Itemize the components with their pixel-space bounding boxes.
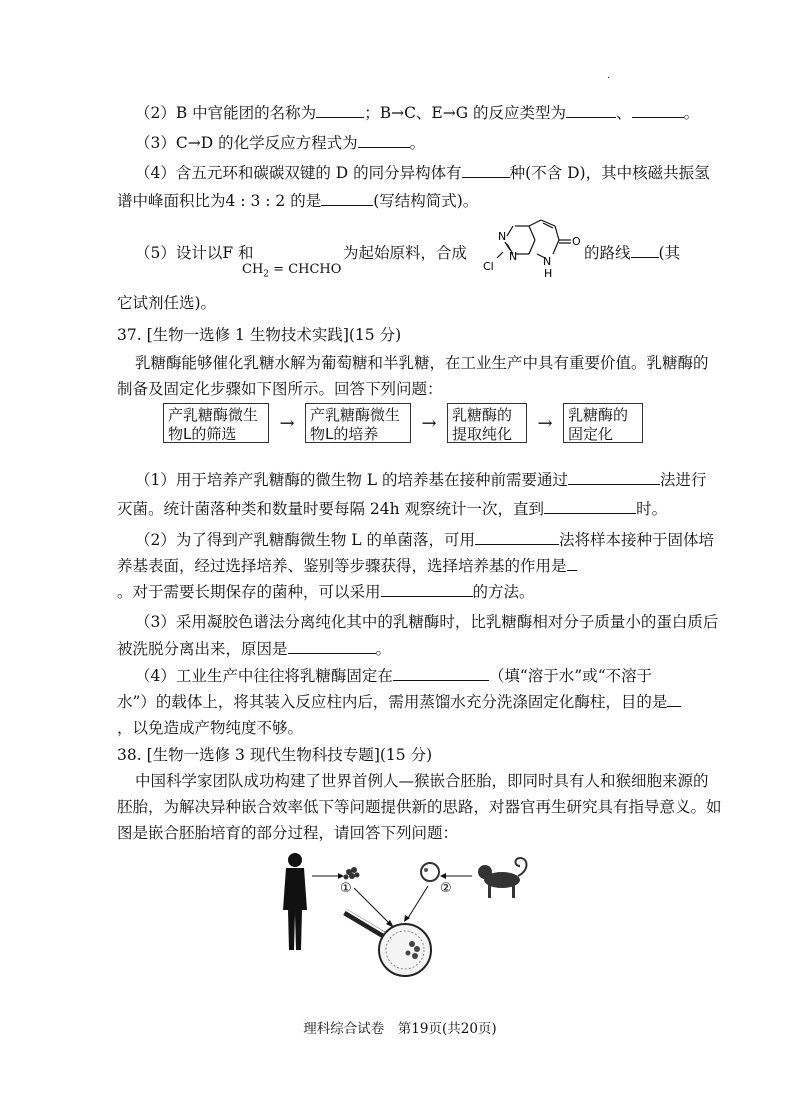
q37-title: 37. [生物一选修 1 生物技术实践](15 分)	[117, 326, 402, 344]
answer-blank[interactable]	[568, 470, 660, 485]
q37-s1-text-d: 时。	[636, 500, 668, 518]
human-figure-icon	[283, 853, 307, 950]
q37-part4-cont2: ，以免造成产物纯度不够。	[117, 719, 304, 737]
q37-part3: （3）采用凝胶色谱法分离纯化其中的乳糖酶时，比乳糖酶相对分子质量小的蛋白质后	[135, 613, 719, 631]
flow-step-purification	[447, 403, 527, 443]
q36-part5-b: 为起始原料，合成	[343, 244, 468, 262]
flow-step-text: 产乳糖酶微生	[310, 406, 401, 424]
q37-part2-cont2	[117, 582, 535, 602]
flow-arrow: →	[537, 412, 553, 434]
q38-title: 38. [生物一选修 3 现代生物科技专题](15 分)	[117, 746, 433, 764]
q37-intro-line1: 乳糖酶能够催化乳糖水解为葡萄糖和半乳糖，在工业生产中具有重要价值。乳糖酶的	[135, 354, 709, 372]
mol-atom-o: O	[572, 235, 581, 248]
q37-s4-text-a: （4）工业生产中往往将乳糖酶固定在	[135, 667, 393, 685]
flow-step-text: 产乳糖酶微生	[168, 406, 259, 424]
answer-blank[interactable]	[631, 243, 659, 258]
target-molecule-structure	[483, 218, 583, 282]
answer-blank[interactable]	[667, 692, 681, 707]
flow-step-culture	[305, 403, 411, 443]
q37-s2-text-e: 的方法。	[472, 583, 535, 601]
q36-p2-text-c: 、	[616, 104, 632, 122]
q36-p4-text-b: 种(不含 D)，其中核磁共振氢	[509, 164, 710, 182]
q37-s4-text-b: （填“溶于水”或“不溶于	[488, 667, 653, 685]
q37-s2-text-c: 养基表面，经过选择培养、鉴别等步骤获得，选择培养基的作用是	[117, 557, 567, 575]
q36-p2-text-b: ；B→C、E→G 的反应类型为	[364, 104, 567, 122]
mol-atom-n: N	[543, 255, 552, 268]
answer-blank[interactable]	[632, 103, 684, 118]
q36-part5-a: （5）设计以F 和	[135, 244, 254, 262]
acrolein-formula	[242, 262, 341, 280]
q37-part2-cont	[117, 556, 577, 576]
q37-intro-line2: 制备及固定化步骤如下图所示。回答下列问题：	[117, 380, 443, 398]
answer-blank[interactable]	[381, 582, 473, 597]
monkey-blastocyst-icon	[421, 863, 439, 881]
flow-step-screening	[163, 403, 269, 443]
q37-s4-text-c: 水”）的载体上，将其装入反应柱内后，需用蒸馏水充分洗涤固定化酶柱，目的是	[117, 693, 668, 711]
answer-blank[interactable]	[288, 639, 376, 654]
q38-intro-line3: 图是嵌合胚胎培育的部分过程，请回答下列问题：	[117, 824, 459, 842]
q36-p3-text-a: （3）C→D 的化学反应方程式为	[135, 134, 358, 152]
q37-s3-text-c: 。	[375, 640, 392, 658]
answer-blank[interactable]	[321, 191, 373, 206]
q36-p5-text-c: 的路线	[584, 244, 631, 262]
q37-s3-text-b: 被洗脱分离出来，原因是	[117, 640, 288, 658]
monkey-figure-icon	[478, 858, 527, 898]
enzyme-process-flowchart	[163, 403, 643, 443]
q36-part5-c	[584, 243, 680, 263]
q37-part3-cont	[117, 639, 391, 659]
q38-intro-line2: 胚胎，为解决异种嵌合效率低下等问题提供新的思路，对器官再生研究具有指导意义。如	[117, 798, 722, 816]
q36-p3-text-b: 。	[409, 134, 426, 152]
q37-part4-cont	[117, 692, 681, 712]
flow-step-text: 乳糖酶的	[452, 406, 513, 424]
q36-part3	[135, 133, 425, 153]
flow-step-text: 提取纯化	[452, 425, 513, 443]
q36-part2	[135, 103, 699, 123]
q36-part5-e: 它试剂任选)。	[117, 294, 217, 312]
q38-intro-line1: 中国科学家团队成功构建了世界首例人—猴嵌合胚胎，即同时具有人和猴细胞来源的	[135, 772, 709, 790]
q36-p4-text-d: 的是	[285, 192, 322, 210]
page-footer: 理科综合试卷 第19页(共20页)	[303, 1021, 497, 1037]
answer-blank[interactable]	[393, 666, 489, 681]
q37-s1-text-b: 法进行	[660, 471, 707, 489]
answer-blank[interactable]	[462, 163, 510, 178]
q36-part4-cont	[117, 191, 478, 211]
q36-p2-text-d: 。	[683, 104, 700, 122]
flow-arrow: →	[421, 412, 437, 434]
q37-s2-text-d: 。对于需要长期保存的菌种，可以采用	[117, 583, 381, 601]
flow-step-text: 固定化	[568, 425, 614, 443]
q37-s2-text-b: 法将样本接种于固体培	[559, 531, 715, 549]
q36-p4-text-a: （4）含五元环和碳碳双键的 D 的同分异构体有	[135, 164, 462, 182]
q37-part2	[135, 530, 714, 550]
chimeric-embryo-figure	[280, 850, 530, 1000]
formula-rest: = CHCHO	[269, 262, 342, 277]
answer-blank[interactable]	[567, 556, 577, 571]
q37-s2-text-a: （2）为了得到产乳糖酶微生物 L 的单菌落，可用	[135, 531, 476, 549]
answer-blank[interactable]	[358, 133, 410, 148]
flow-step-text: 物L的筛选	[168, 425, 237, 443]
answer-blank[interactable]	[316, 103, 364, 118]
flow-step-immobilization	[563, 403, 643, 443]
answer-blank[interactable]	[475, 530, 559, 545]
ratio-value: 4 : 3 : 2	[225, 192, 286, 210]
flow-step-text: 物L的培养	[310, 425, 379, 443]
q36-p4-text-c: 谱中峰面积比为	[117, 192, 226, 210]
mol-atom-cl: Cl	[483, 260, 494, 273]
formula-sub: 2	[263, 269, 270, 280]
q37-part4	[135, 666, 652, 686]
q37-s1-text-c: 灭菌。统计菌落种类和数量时要每隔 24h 观察统计一次，直到	[117, 500, 545, 518]
q36-p2-text-a: （2）B 中官能团的名称为	[135, 104, 317, 122]
answer-blank[interactable]	[566, 103, 616, 118]
mol-atom-n: N	[498, 230, 507, 243]
q36-part4	[135, 163, 710, 183]
q37-part1	[135, 470, 707, 490]
human-cell-cluster-icon	[344, 867, 360, 880]
flow-arrow: →	[279, 412, 295, 434]
page-mark: .	[607, 70, 611, 81]
figure-label-2: ②	[440, 881, 452, 896]
figure-label-1: ①	[340, 881, 352, 896]
answer-blank[interactable]	[544, 499, 636, 514]
mol-atom-n: N	[509, 250, 518, 263]
mol-atom-h: H	[544, 267, 553, 280]
q36-p4-text-e: (写结构简式)。	[373, 192, 479, 210]
q36-p5-text-d: (其	[658, 244, 681, 262]
chimeric-embryo-icon	[379, 924, 431, 976]
q37-part1-cont	[117, 499, 667, 519]
formula-ch: CH	[242, 262, 264, 277]
flow-step-text: 乳糖酶的	[568, 406, 629, 424]
q37-s1-text-a: （1）用于培养产乳糖酶的微生物 L 的培养基在接种前需要通过	[135, 471, 569, 489]
